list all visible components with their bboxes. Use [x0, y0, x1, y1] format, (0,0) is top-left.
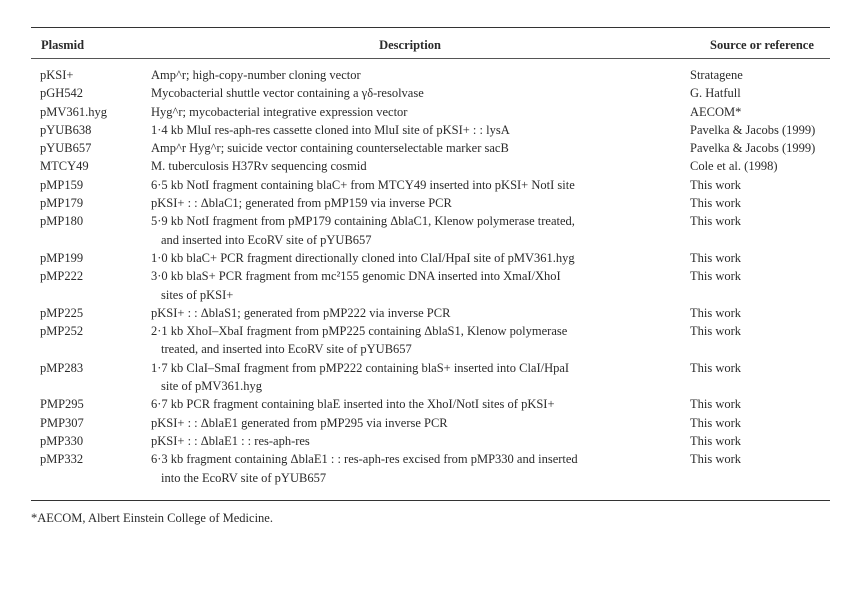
plasmid-cell: pGH542	[40, 86, 84, 101]
description-cell	[151, 414, 690, 432]
description-line: 6·5 kb NotI fragment containing blaC+ from MTCY49 inserted into pKSI+ NotI site	[151, 177, 575, 192]
description-line: 1·4 kb MluI res-aph-res cassette cloned into MluI site of pKSI+ : : lysA	[151, 122, 510, 137]
description-line: pKSI+ : : ΔblaC1; generated from pMP159 via inverse PCR	[151, 196, 452, 211]
description-cell	[151, 395, 690, 413]
source-cell: This work	[690, 433, 742, 448]
source-cell: Cole et al. (1998)	[690, 159, 778, 174]
source-cell: This work	[690, 250, 742, 265]
source-cell: This work	[690, 214, 742, 229]
source-cell: G. Hatfull	[690, 86, 741, 101]
plasmid-cell: pMP283	[40, 360, 84, 375]
description-line: 5·9 kb NotI fragment from pMP179 containing ΔblaC1, Klenow polymerase treated,	[151, 214, 575, 229]
table-footnote: *AECOM, Albert Einstein College of Medicine.	[31, 511, 273, 525]
table-row	[31, 103, 830, 121]
source-cell: Pavelka & Jacobs (1999)	[690, 141, 816, 156]
plasmid-cell: pYUB657	[40, 141, 92, 156]
plasmid-cell: pMP222	[40, 269, 84, 284]
description-cell	[151, 212, 690, 249]
header-plasmid: Plasmid	[41, 38, 85, 52]
description-cell	[151, 194, 690, 212]
plasmid-cell: pMP330	[40, 433, 84, 448]
plasmid-cell: PMP295	[40, 397, 84, 412]
description-cell	[151, 139, 690, 157]
description-line: M. tuberculosis H37Rv sequencing cosmid	[151, 159, 367, 174]
plasmid-cell: PMP307	[40, 415, 84, 430]
table-header	[31, 38, 830, 52]
source-cell: This work	[690, 415, 742, 430]
plasmid-table	[31, 27, 830, 487]
description-line: into the EcoRV site of pYUB657	[161, 470, 327, 485]
plasmid-cell: MTCY49	[40, 159, 89, 174]
source-cell: This work	[690, 397, 742, 412]
table-top-rule	[31, 27, 830, 28]
table-row	[31, 66, 830, 84]
table-row	[31, 139, 830, 157]
table-row	[31, 194, 830, 212]
plasmid-cell: pKSI+	[40, 68, 74, 82]
description-cell	[151, 157, 690, 175]
description-cell	[151, 267, 690, 304]
table-row	[31, 84, 830, 102]
description-line: 1·7 kb ClaI–SmaI fragment from pMP222 containing blaS+ inserted into ClaI/HpaI	[151, 360, 570, 375]
source-cell: This work	[690, 177, 742, 192]
plasmid-cell: pMP179	[40, 196, 84, 211]
plasmid-cell: pMP252	[40, 324, 84, 339]
table-row	[31, 157, 830, 175]
table-row	[31, 432, 830, 450]
description-line: pKSI+ : : ΔblaE1 : : res-aph-res	[151, 433, 310, 448]
description-line: site of pMV361.hyg	[161, 379, 263, 394]
source-cell: Pavelka & Jacobs (1999)	[690, 122, 816, 137]
description-cell	[151, 322, 690, 359]
source-cell: This work	[690, 324, 742, 339]
table-row	[31, 176, 830, 194]
description-line: sites of pKSI+	[161, 287, 234, 302]
description-cell	[151, 84, 690, 102]
description-cell	[151, 359, 690, 396]
source-cell: This work	[690, 360, 742, 375]
source-cell: This work	[690, 269, 742, 284]
table-row	[31, 267, 830, 304]
description-line: and inserted into EcoRV site of pYUB657	[161, 232, 372, 247]
description-cell	[151, 249, 690, 267]
table-bottom-rule	[31, 500, 830, 501]
table-body	[31, 66, 830, 487]
description-cell	[151, 304, 690, 322]
description-cell	[151, 432, 690, 450]
description-cell	[151, 176, 690, 194]
description-cell	[151, 121, 690, 139]
description-line: treated, and inserted into EcoRV site of pYUB657	[161, 342, 412, 357]
plasmid-cell: pMP199	[40, 250, 84, 265]
description-line: pKSI+ : : ΔblaS1; generated from pMP222 via inverse PCR	[151, 305, 451, 320]
description-line: 3·0 kb blaS+ PCR fragment from mc²155 genomic DNA inserted into XmaI/XhoI	[151, 269, 561, 284]
table-row	[31, 121, 830, 139]
description-cell	[151, 103, 690, 121]
description-line: 1·0 kb blaC+ PCR fragment directionally cloned into ClaI/HpaI site of pMV361.hyg	[151, 250, 575, 265]
plasmid-cell: pMP225	[40, 305, 84, 320]
plasmid-cell: pMP332	[40, 452, 84, 467]
description-line: Mycobacterial shuttle vector containing a γδ-resolvase	[151, 86, 424, 101]
table-row	[31, 304, 830, 322]
plasmid-cell: pMP159	[40, 177, 84, 192]
plasmid-cell: pMV361.hyg	[40, 104, 108, 119]
description-cell	[151, 66, 690, 84]
description-cell	[151, 450, 690, 487]
source-cell: AECOM*	[690, 104, 742, 119]
table-row	[31, 322, 830, 359]
description-line: 2·1 kb XhoI–XbaI fragment from pMP225 containing ΔblaS1, Klenow polymerase	[151, 324, 568, 339]
source-cell: Stratagene	[690, 68, 743, 82]
plasmid-cell: pYUB638	[40, 122, 92, 137]
description-line: Amp^r Hyg^r; suicide vector containing counterselectable marker sacB	[151, 141, 509, 156]
table-row	[31, 414, 830, 432]
table-header-rule	[31, 58, 830, 59]
header-description: Description	[379, 38, 441, 52]
table-row	[31, 212, 830, 249]
table-row	[31, 395, 830, 413]
source-cell: This work	[690, 305, 742, 320]
source-cell: This work	[690, 196, 742, 211]
description-line: 6·3 kb fragment containing ΔblaE1 : : res-aph-res excised from pMP330 and inserted	[151, 452, 578, 467]
description-line: Amp^r; high-copy-number cloning vector	[151, 68, 361, 82]
table-row	[31, 249, 830, 267]
plasmid-cell: pMP180	[40, 214, 84, 229]
header-source: Source or reference	[710, 38, 814, 52]
table-row	[31, 359, 830, 396]
source-cell: This work	[690, 452, 742, 467]
table-row	[31, 450, 830, 487]
description-line: Hyg^r; mycobacterial integrative expression vector	[151, 104, 408, 119]
description-line: pKSI+ : : ΔblaE1 generated from pMP295 via inverse PCR	[151, 415, 448, 430]
description-line: 6·7 kb PCR fragment containing blaE inserted into the XhoI/NotI sites of pKSI+	[151, 397, 555, 412]
